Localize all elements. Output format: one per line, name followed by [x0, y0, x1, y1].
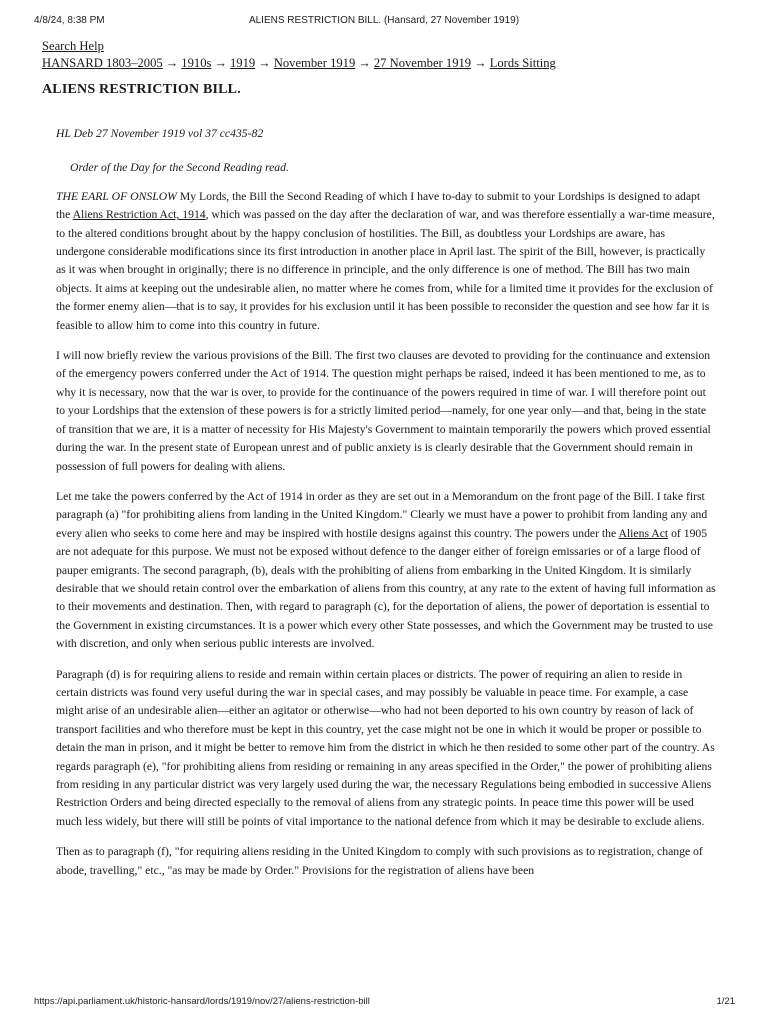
- speaker-name: THE EARL OF ONSLOW: [56, 189, 177, 203]
- speech-paragraph: [56, 488, 716, 654]
- search-help-link[interactable]: Search Help: [42, 39, 104, 53]
- breadcrumb-arrow: →: [258, 56, 271, 70]
- paragraph-text: , which was passed on the day after the declaration of war, and was therefore essentially a war-time measure, to the altered conditions brought about by the happy conclusion of hostilities. The Bill, as doubtless your Lordships are aware, has undergone considerable modifications since its first introduction in another place in April last. The spirit of the Bill, however, is practically as it was when brought in originally; there is no difference in principle, and the only difference is one of method. The Bill has two main objects. It aims at keeping out the undesirable alien, no matter where he comes from, while for a limited time it provides for the exclusion of the former enemy alien—that is to say, it provides for his exclusion until it has been possible to reconsider the question and see how far it is feasible to allow him to come into this country in future.: [56, 208, 715, 332]
- page-number: 1/21: [716, 996, 735, 1007]
- paragraph-text: Let me take the powers conferred by the Act of 1914 in order as they are set out in a Memorandum on the front page of the Bill. I take first paragraph (a) "for prohibiting aliens from landing in the United Kingdom." Clearly we must have a power to prohibit from landing any and every alien who seeks to come here and may be inspired with hostile designs against this country. The powers under the: [56, 489, 708, 540]
- breadcrumb: [42, 55, 556, 72]
- citation: HL Deb 27 November 1919 vol 37 cc435-82: [56, 127, 264, 140]
- navigation: [42, 38, 556, 72]
- breadcrumb-sitting[interactable]: Lords Sitting: [489, 56, 556, 70]
- page-url: https://api.parliament.uk/historic-hansard/lords/1919/nov/27/aliens-restriction-bill: [34, 996, 370, 1007]
- aliens-act-link[interactable]: Aliens Act: [618, 526, 669, 540]
- breadcrumb-year[interactable]: 1919: [229, 56, 256, 70]
- breadcrumb-arrow: →: [165, 56, 179, 70]
- debate-content: [56, 125, 716, 892]
- aliens-restriction-act-link[interactable]: Aliens Restriction Act, 1914: [72, 208, 206, 222]
- breadcrumb-hansard[interactable]: HANSARD 1803–2005: [42, 56, 163, 70]
- speech-paragraph: Then as to paragraph (f), "for requiring aliens residing in the United Kingdom to comply with such provisions as to registration, change of abode, travelling," etc., "as may be made by Order." Provisions for the registration of aliens have been: [56, 845, 703, 877]
- speech-paragraph: [56, 188, 716, 335]
- print-header: [0, 15, 768, 29]
- breadcrumb-month[interactable]: November 1919: [273, 56, 356, 70]
- print-datetime: 4/8/24, 8:38 PM: [34, 15, 105, 26]
- speech-paragraph: Paragraph (d) is for requiring aliens to reside and remain within certain places or districts. The power of requiring an alien to reside in certain districts was found very useful during the war in special cases, and may possibly be valuable in peace time. For example, a case might arise of an undesirable alien—either an agitator or otherwise—who had not been deported to his own country by reason of lack of transport facilities and who therefore must be kept in this country, yet the case might not be one in which it would be proper or possible to detain the man in prison, and it might be better to remove him from the district in which he then resided to some other part of the country. As regards paragraph (e), "for prohibiting aliens from residing or remaining in any areas specified in the Order," the power of prohibiting aliens from residing in any particular district was very largely used during the war, the necessary Regulations being embodied in successive Aliens Restriction Orders and being directed especially to the removal of aliens from any strategic points. In peace time this power will be used much less widely, but there will still be points of vital importance to the national defence from which it may be desirable to exclude aliens.: [56, 667, 715, 828]
- order-of-the-day: Order of the Day for the Second Reading read.: [70, 161, 289, 175]
- print-page-title: ALIENS RESTRICTION BILL. (Hansard, 27 November 1919): [248, 15, 520, 26]
- breadcrumb-decade[interactable]: 1910s: [181, 56, 212, 70]
- breadcrumb-day[interactable]: 27 November 1919: [373, 56, 472, 70]
- speech-paragraph: I will now briefly review the various provisions of the Bill. The first two clauses are devoted to providing for the continuance and extension of the emergency powers conferred under the Act of 1914. The question might perhaps be raised, indeed it has been mentioned to me, as to why it is necessary, now that the war is over, to provide for the continuance of the powers required in time of war. I will therefore point out to your Lordships that the extension of these powers is for a strictly limited period—namely, for one year only—and that, being in the state of transition that we are, it is a matter of necessity for His Majesty's Government to maintain temporarily the powers which proved essential during the war. In the present state of European unrest and of public anxiety is is clearly desirable that the Government should remain in possession of full powers for dealing with aliens.: [56, 349, 711, 473]
- page-title: ALIENS RESTRICTION BILL.: [42, 82, 241, 97]
- paragraph-text: of 1905 are not adequate for this purpose. We must not be exposed without defence to the danger either of foreign emissaries or of a large flood of pauper emigrants. The second paragraph, (b), deals with the prohibiting of aliens from embarking in the United Kingdom. It is similarly desirable that we should retain control over the embarkation of aliens from this country, at any rate to the extent of having full information as to their movements and destination. Then, with regard to paragraph (c), for the deportation of aliens, the power of deportation is essential to the Government in existing circumstances. It is a power which every other State possesses, and which the Government may be trusted to use with discretion, and only when serious public interests are involved.: [56, 526, 716, 651]
- breadcrumb-arrow: →: [214, 56, 227, 70]
- breadcrumb-arrow: →: [358, 56, 371, 70]
- paragraph-text: My Lords, the Bill the Second Reading of which I have to-day to submit to your Lordships is designed to adapt the: [56, 189, 701, 222]
- breadcrumb-arrow: →: [474, 56, 487, 70]
